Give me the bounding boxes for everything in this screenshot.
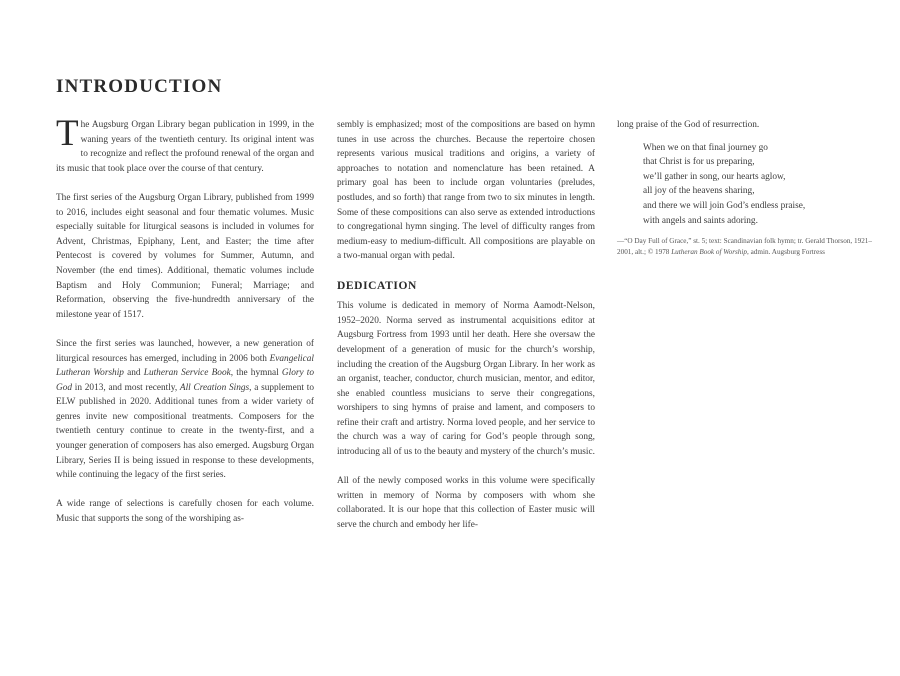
intro-paragraph-2: The first series of the Augsburg Organ Library, published from 1999 to 2016, includes eight seasonal and four thematic volumes. Music especially suitable for liturgical seasons is included in volumes for Advent, Christmas, Epiphany, Lent, and Easter; the time after Pentecost is covered by volumes for Summer, Autumn, and November (the end times). Additional, thematic volumes include Baptism and Holy Communion; Funeral; Marriage; and Reformation, observing the five-hundredth anniversary of the milestone year of 1517. bbox=[56, 192, 314, 320]
text-run: , a supplement to ELW published in 2020. Additional tunes from a wider variety of genres invite new compositional treatments. Composers for the twentieth century continue to create in the twenty-first, and a younger generation of composers has also emerged. Augsburg Organ Library, Series II is being issued in response to these developments, while continuing the legacy of the first series. bbox=[56, 382, 314, 481]
intro-paragraph-1 bbox=[56, 113, 314, 176]
verse-line: When we on that final journey go bbox=[643, 142, 768, 153]
hymnal-title: Glory to God bbox=[56, 368, 315, 393]
column-1 bbox=[56, 113, 315, 541]
verse-line: we’ll gather in song, our hearts aglow, bbox=[643, 171, 786, 182]
column-2 bbox=[337, 118, 595, 547]
intro-paragraph-1-text: he Augsburg Organ Library began publication in 1999, in the waning years of the twentieth century. Its original intent was to recognize and reflect the profound renewal of the organ and its music that took place over the course of that century. bbox=[56, 120, 314, 174]
text-run: in 2013, and most recently, bbox=[72, 382, 180, 393]
text-run: , admin. Augsburg Fortress bbox=[747, 247, 825, 256]
verse-line: all joy of the heavens sharing, bbox=[643, 186, 755, 197]
intro-paragraph-3 bbox=[56, 337, 314, 483]
dedication-heading: DEDICATION bbox=[337, 279, 417, 292]
intro-paragraph-4: A wide range of selections is carefully chosen for each volume. Music that supports the song of the worshiping as- bbox=[56, 499, 314, 525]
dedication-paragraph-2-continued: long praise of the God of resurrection. bbox=[617, 120, 760, 130]
verse-line: with angels and saints adoring. bbox=[643, 215, 758, 226]
verse-line: and there we will join God’s endless praise, bbox=[643, 200, 806, 211]
hymn-verse bbox=[643, 141, 879, 229]
drop-cap: T bbox=[56, 113, 79, 154]
text-run: Since the first series was launched, however, a new generation of liturgical resources has emerged, including in 2006 both bbox=[56, 338, 314, 364]
hymn-credit bbox=[617, 236, 879, 257]
dedication-paragraph-1: This volume is dedicated in memory of Norma Aamodt-Nelson, 1952–2020. Norma served as instrumental acquisitions editor at Augsburg Fortress from 1993 until her death. Here she oversaw the development of a generation of music for the church’s worship, including the creation of the Augsburg Organ Library. In her work as an organist, teacher, conductor, church musician, mentor, and editor, she enabled countless musicians to serve their congregations, worshipers to sing hymns of praise and lament, and composers to refine their craft and artistry. Norma loved people, and her service to the church was a way of caring for God’s people through song, introducing all of us to the beauty and mystery of the church’s music. bbox=[337, 301, 595, 458]
book-title: Lutheran Book of Worship bbox=[671, 247, 747, 256]
hymnal-title: Evangelical Lutheran Worship bbox=[56, 353, 314, 379]
column-3 bbox=[617, 118, 879, 257]
dedication-paragraph-2: All of the newly composed works in this volume were specifically written in memory of Norma by composers with whom she collaborated. It is our hope that this collection of Easter music will serve the church and embody her life- bbox=[337, 476, 595, 531]
text-run: , the hymnal bbox=[230, 368, 282, 379]
hymnal-title: All Creation Sings bbox=[179, 382, 250, 393]
hymnal-title: Lutheran Service Book bbox=[143, 368, 231, 379]
text-run: and bbox=[123, 368, 144, 379]
page-title: INTRODUCTION bbox=[56, 76, 223, 97]
intro-paragraph-4-continued: sembly is emphasized; most of the compositions are based on hymn tunes in use across the churches. Because the repertoire chosen represents various musical traditions and origins, a variety of approaches to notation and nomenclature has been retained. A primary goal has been to include organ voluntaries (preludes, postludes, and so forth) that range from two to six minutes in length. Some of these compositions can also serve as extended introductions to congregational hymn singing. The level of difficulty ranges from medium-easy to medium-difficult. All compositions are playable on a two-manual organ with pedal. bbox=[337, 120, 595, 262]
text-run: —“O Day Full of Grace,” st. 5; text: Scandinavian folk hymn; tr. Gerald Thorson, 1921–2001, alt.; © 1978 bbox=[617, 237, 872, 256]
verse-line: that Christ is for us preparing, bbox=[643, 157, 755, 168]
